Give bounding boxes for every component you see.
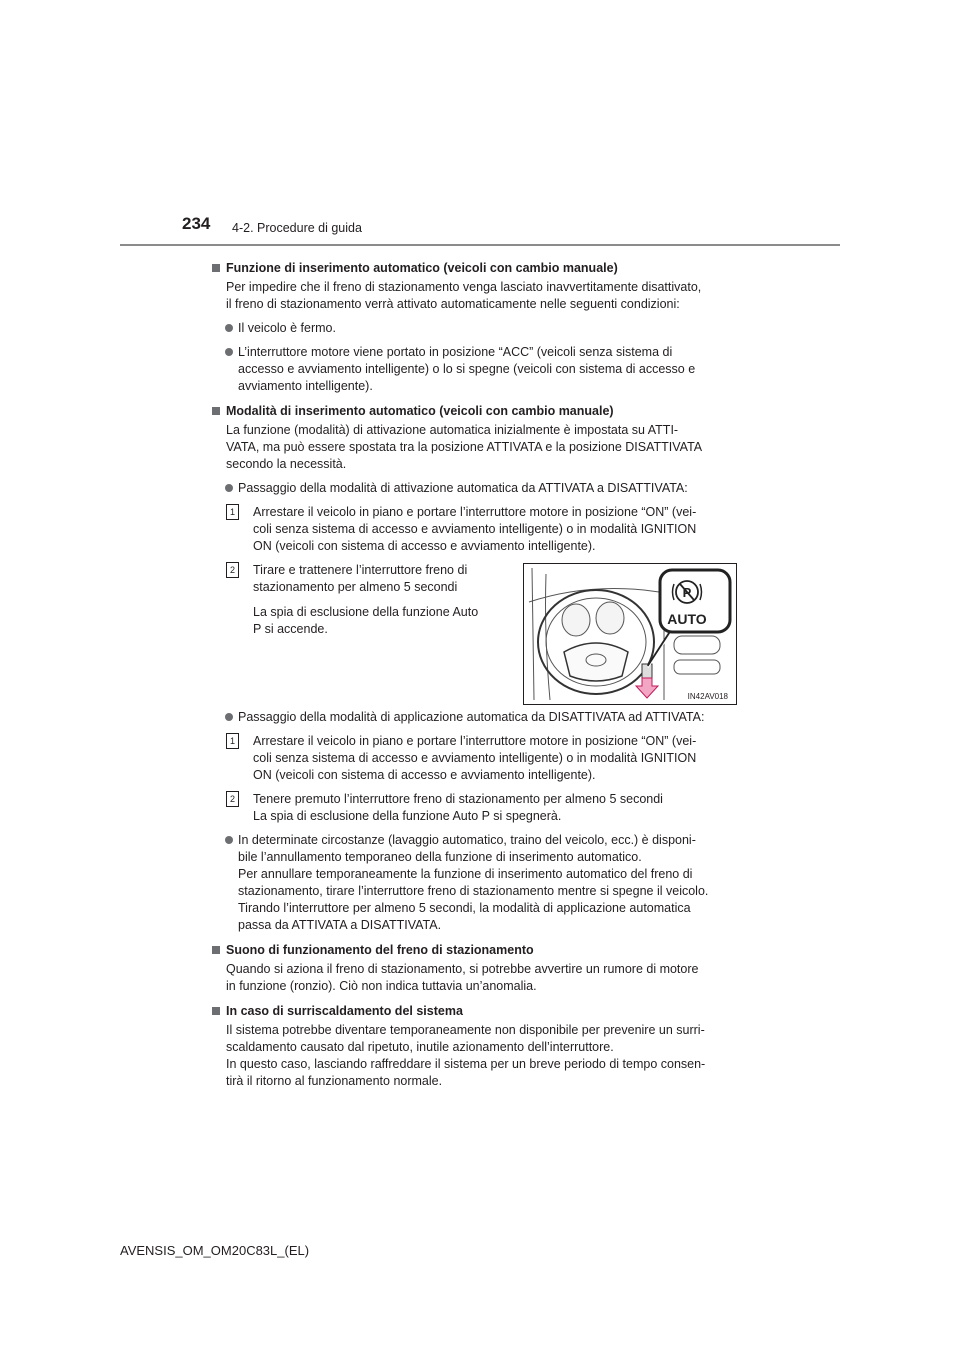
text-line: ON (veicoli con sistema di accesso e avviamento intelligente). bbox=[253, 768, 596, 782]
text-line: Arrestare il veicolo in piano e portare l’interruttore motore in posizione “ON” (vei- bbox=[253, 505, 697, 519]
text-line: scaldamento causato dal ripetuto, inutile azionamento dell’interruttore. bbox=[226, 1040, 614, 1054]
square-bullet-icon bbox=[212, 264, 220, 272]
text-line: bile l’annullamento temporaneo della funzione di inserimento automatico. bbox=[238, 850, 642, 864]
text-line: stazionamento per almeno 5 secondi bbox=[253, 580, 458, 594]
text-line: ON (veicoli con sistema di accesso e avviamento intelligente). bbox=[253, 539, 596, 553]
text-line: P si accende. bbox=[253, 622, 328, 636]
page-number: 234 bbox=[182, 214, 211, 233]
bullet-item bbox=[212, 480, 752, 497]
text-line: Per annullare temporaneamente la funzione di inserimento automatico del freno di bbox=[238, 867, 693, 881]
text-line: secondo la necessità. bbox=[226, 457, 347, 471]
section-heading bbox=[212, 403, 752, 420]
round-bullet-icon bbox=[225, 713, 233, 721]
text-line: La spia di esclusione della funzione Auto bbox=[253, 605, 479, 619]
paragraph bbox=[212, 422, 752, 473]
step-number-box: 2 bbox=[226, 791, 239, 807]
text-line: tirà il ritorno al funzionamento normale. bbox=[226, 1074, 443, 1088]
section-heading bbox=[212, 942, 752, 959]
round-bullet-icon bbox=[225, 348, 233, 356]
paragraph bbox=[212, 279, 752, 313]
bullet-text: Passaggio della modalità di attivazione automatica da ATTIVATA a DISATTIVATA: bbox=[238, 481, 688, 495]
text-line: in funzione (ronzio). Ciò non indica tuttavia un’anomalia. bbox=[226, 979, 537, 993]
text-line: L’interruttore motore viene portato in posizione “ACC” (veicoli senza sistema di bbox=[238, 345, 673, 359]
text-line: Arrestare il veicolo in piano e portare l’interruttore motore in posizione “ON” (vei- bbox=[253, 734, 697, 748]
auto-p-icon-letter: P bbox=[682, 585, 692, 600]
round-bullet-icon bbox=[225, 484, 233, 492]
paragraph bbox=[212, 1022, 752, 1090]
bullet-item bbox=[212, 320, 752, 337]
text-line: passa da ATTIVATA a DISATTIVATA. bbox=[238, 918, 442, 932]
text-line: avviamento intelligente). bbox=[238, 379, 373, 393]
square-bullet-icon bbox=[212, 1007, 220, 1015]
text-line: accesso e avviamento intelligente) o lo si spegne (veicoli con sistema di accesso e bbox=[238, 362, 696, 376]
bullet-item bbox=[212, 832, 752, 934]
step-number-box: 2 bbox=[226, 562, 239, 578]
text-line: Tirare e trattenere l’interruttore freno di bbox=[253, 563, 468, 577]
text-line: Per impedire che il freno di stazionamento venga lasciato inavvertitamente disattivato, bbox=[226, 280, 702, 294]
text-line: Tenere premuto l’interruttore freno di stazionamento per almeno 5 secondi bbox=[253, 792, 663, 806]
text-line: coli senza sistema di accesso e avviamento intelligente) o in modalità IGNITION bbox=[253, 522, 697, 536]
header-divider bbox=[120, 244, 840, 246]
text-line: La funzione (modalità) di attivazione automatica inizialmente è impostata su ATTI- bbox=[226, 423, 679, 437]
square-bullet-icon bbox=[212, 407, 220, 415]
bullet-item bbox=[212, 344, 752, 395]
section-heading-text: Funzione di inserimento automatico (veicoli con cambio manuale) bbox=[226, 261, 618, 275]
text-line: In questo caso, lasciando raffreddare il sistema per un breve periodo di tempo consen- bbox=[226, 1057, 706, 1071]
figure-code: IN42AV018 bbox=[687, 692, 728, 701]
section-heading bbox=[212, 260, 752, 277]
section-heading-text: Modalità di inserimento automatico (veicoli con cambio manuale) bbox=[226, 404, 614, 418]
text-line: stazionamento, tirare l’interruttore freno di stazionamento mentre si spegne il veicolo. bbox=[238, 884, 709, 898]
step-number-box: 1 bbox=[226, 504, 239, 520]
dashboard-illustration bbox=[523, 563, 737, 705]
text-line: Quando si aziona il freno di stazionamento, si potrebbe avvertire un rumore di motore bbox=[226, 962, 699, 976]
paragraph bbox=[212, 961, 752, 995]
bullet-text: Il veicolo è fermo. bbox=[238, 321, 336, 335]
section-heading bbox=[212, 1003, 752, 1020]
step-number-box: 1 bbox=[226, 733, 239, 749]
bullet-text: Passaggio della modalità di applicazione automatica da DISATTIVATA ad ATTIVATA: bbox=[238, 710, 705, 724]
text-line: VATA, ma può essere spostata tra la posizione ATTIVATA e la posizione DISATTIVATA bbox=[226, 440, 703, 454]
bullet-item bbox=[212, 709, 752, 726]
round-bullet-icon bbox=[225, 836, 233, 844]
text-line: Il sistema potrebbe diventare temporaneamente non disponibile per prevenire un surri- bbox=[226, 1023, 705, 1037]
square-bullet-icon bbox=[212, 946, 220, 954]
section-heading-text: In caso di surriscaldamento del sistema bbox=[226, 1004, 463, 1018]
step-item bbox=[212, 791, 752, 825]
document-code: AVENSIS_OM_OM20C83L_(EL) bbox=[120, 1243, 310, 1258]
text-line: coli senza sistema di accesso e avviamento intelligente) o in modalità IGNITION bbox=[253, 751, 697, 765]
auto-p-icon-label: AUTO bbox=[667, 611, 707, 627]
step-item bbox=[212, 562, 539, 638]
text-line: La spia di esclusione della funzione Auto P si spegnerà. bbox=[253, 809, 562, 823]
step-item bbox=[212, 733, 752, 784]
round-bullet-icon bbox=[225, 324, 233, 332]
text-line: In determinate circostanze (lavaggio automatico, traino del veicolo, ecc.) è disponi- bbox=[238, 833, 696, 847]
text-line: il freno di stazionamento verrà attivato automaticamente nelle seguenti condizioni: bbox=[226, 297, 680, 311]
text-line: Tirando l’interruttore per almeno 5 secondi, la modalità di applicazione automatica bbox=[238, 901, 691, 915]
step-item bbox=[212, 504, 752, 555]
chapter-title: 4-2. Procedure di guida bbox=[232, 221, 362, 235]
steering-wheel-figure bbox=[524, 564, 736, 704]
section-heading-text: Suono di funzionamento del freno di stazionamento bbox=[226, 943, 534, 957]
